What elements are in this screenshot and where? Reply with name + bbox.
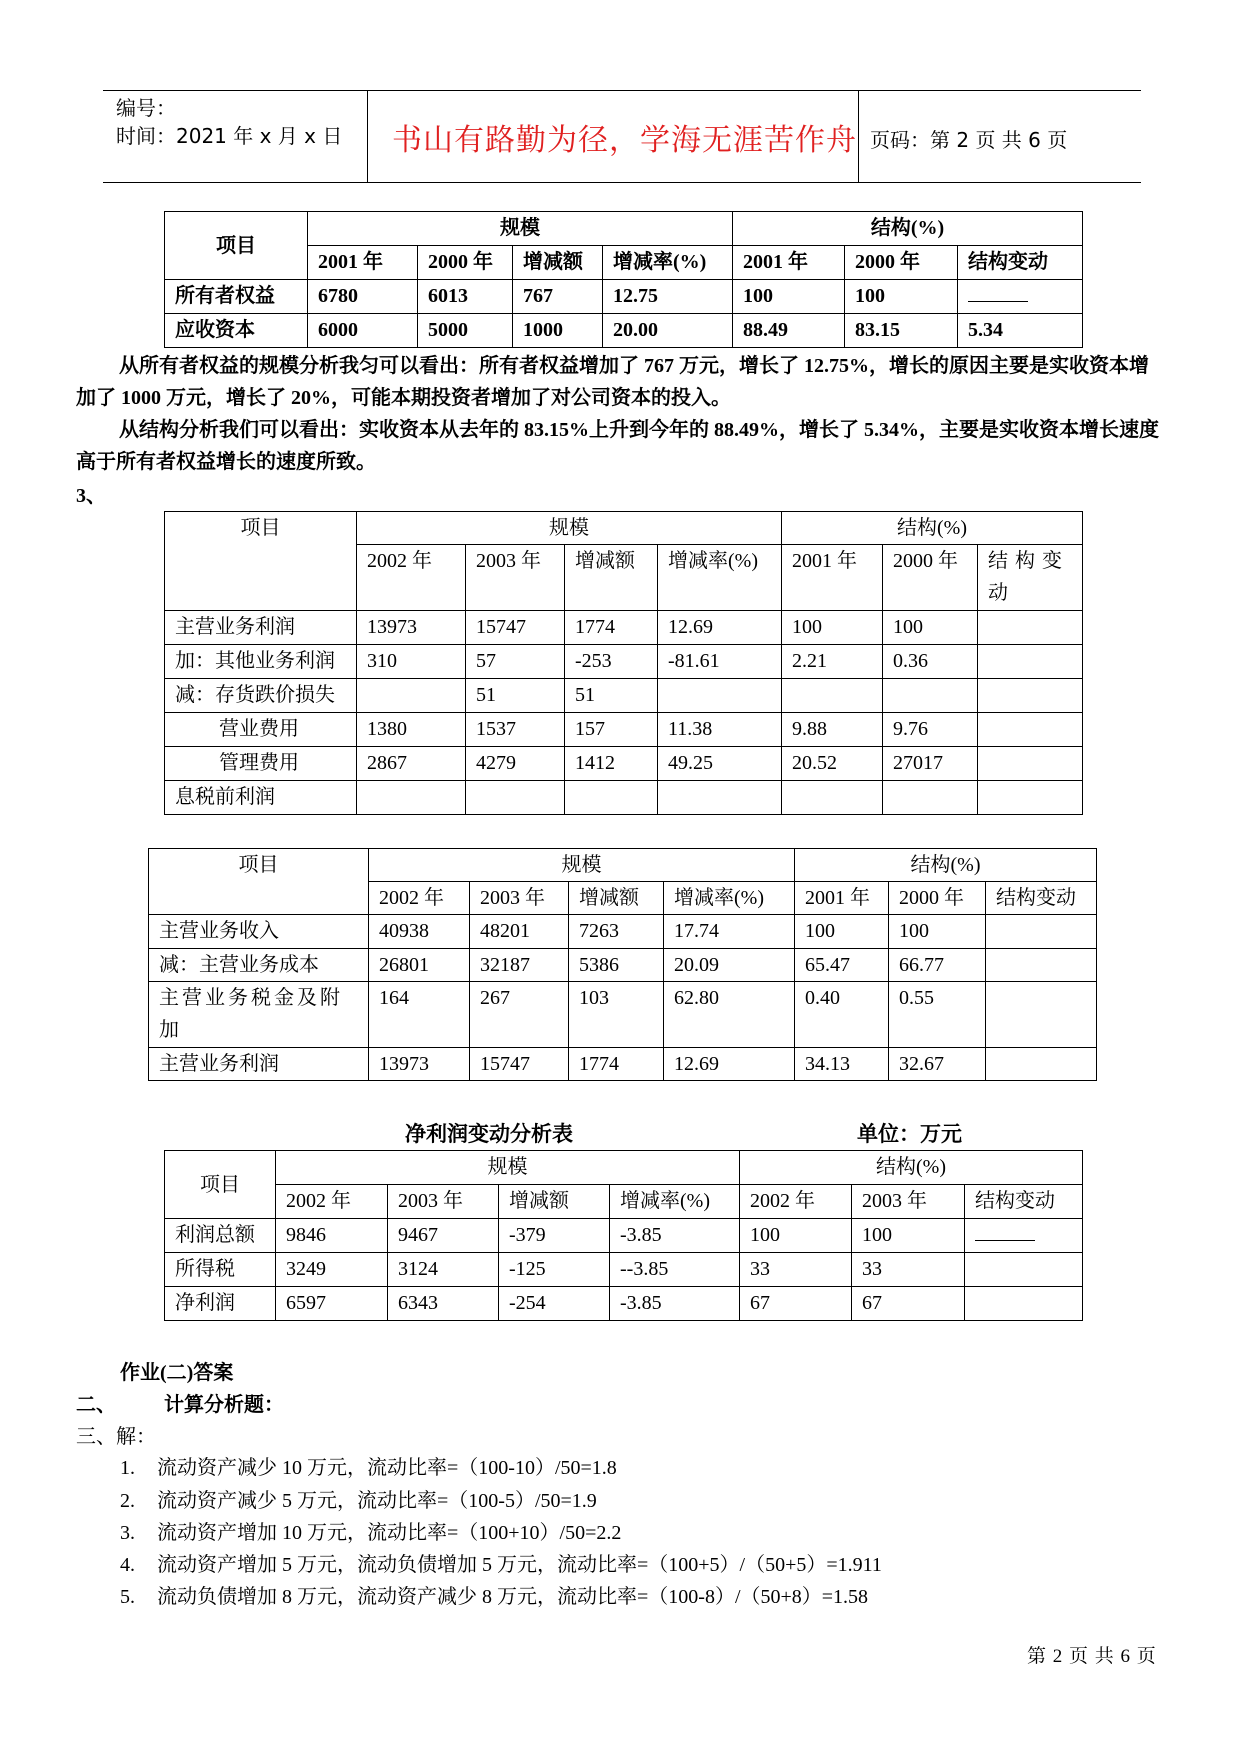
subheader: 结 构 变 动 [978, 545, 1083, 611]
cell [466, 781, 565, 815]
cell: 1412 [565, 747, 658, 781]
table-equity-analysis [164, 211, 1083, 348]
cell: 100 [852, 1219, 965, 1253]
subheader: 2000 年 [418, 246, 513, 280]
cell: 100 [795, 915, 889, 949]
table-row [165, 280, 1083, 314]
table-row [165, 645, 1083, 679]
table-row [165, 1287, 1083, 1321]
cell: 5000 [418, 314, 513, 348]
col-item-header: 项目 [165, 1151, 276, 1219]
cell: 48201 [470, 915, 569, 949]
cell: 100 [883, 611, 978, 645]
cell: 9846 [276, 1219, 388, 1253]
table-row [165, 781, 1083, 815]
cell: 51 [565, 679, 658, 713]
cell: 66.77 [889, 949, 986, 982]
subheader: 2003 年 [852, 1185, 965, 1219]
header-motto: 书山有路勤为径，学海无涯苦作舟 [392, 123, 857, 158]
cell: 310 [357, 645, 466, 679]
cell: 12.69 [658, 611, 782, 645]
cell: 6343 [388, 1287, 499, 1321]
cell: 20.00 [603, 314, 733, 348]
section-3-heading: 3、 [76, 485, 106, 507]
cell [357, 781, 466, 815]
cell: 13973 [357, 611, 466, 645]
cell: 6000 [308, 314, 418, 348]
table-net-profit [164, 1150, 1083, 1321]
cell: 2867 [357, 747, 466, 781]
table-main-business-profit [148, 848, 1097, 1081]
cell: 1774 [569, 1048, 664, 1081]
header-divider-right [858, 90, 859, 182]
cell: 6780 [308, 280, 418, 314]
cell: 32.67 [889, 1048, 986, 1081]
table-row [149, 1048, 1097, 1081]
cell [965, 1287, 1083, 1321]
cell: 15747 [470, 1048, 569, 1081]
subheader: 2003 年 [388, 1185, 499, 1219]
header-number-label: 编号： [116, 96, 176, 120]
row-label: 减：主营业务成本 [149, 949, 369, 982]
subheader: 2001 年 [782, 545, 883, 611]
subheader: 2002 年 [369, 882, 470, 915]
answer-item: 流动资产增加 10 万元，流动比率=（100+10）/50=2.2 [157, 1522, 622, 1544]
cell: 100 [782, 611, 883, 645]
header-top-rule [103, 90, 1141, 91]
cell: 13973 [369, 1048, 470, 1081]
cell [565, 781, 658, 815]
subheader: 结构变动 [958, 246, 1083, 280]
cell: 157 [565, 713, 658, 747]
cell [986, 1048, 1097, 1081]
row-label: 利润总额 [165, 1219, 276, 1253]
group-scale-header: 规模 [357, 512, 782, 545]
row-label: 主营业务税金及附加 [149, 982, 369, 1048]
subheader: 2001 年 [308, 246, 418, 280]
cell: --3.85 [610, 1253, 740, 1287]
page-footer: 第 2 页 共 6 页 [1027, 1646, 1157, 1667]
cell [978, 611, 1083, 645]
answer-item: 流动资产减少 5 万元，流动比率=（100-5）/50=1.9 [157, 1490, 597, 1512]
row-label: 营业费用 [165, 713, 357, 747]
cell: 62.80 [664, 982, 795, 1048]
cell [883, 679, 978, 713]
cell: 1537 [466, 713, 565, 747]
section-3-solution: 三、解： [76, 1426, 156, 1448]
row-label: 主营业务利润 [149, 1048, 369, 1081]
cell: 6597 [276, 1287, 388, 1321]
row-label: 减：存货跌价损失 [165, 679, 357, 713]
cell: 11.38 [658, 713, 782, 747]
section-2-title: 计算分析题： [164, 1394, 284, 1416]
answer-item: 流动资产减少 10 万元，流动比率=（100-10）/50=1.8 [157, 1457, 617, 1479]
cell: 100 [889, 915, 986, 949]
cell: 20.52 [782, 747, 883, 781]
table-row [165, 747, 1083, 781]
cell [658, 679, 782, 713]
cell: 7263 [569, 915, 664, 949]
cell: 1000 [513, 314, 603, 348]
cell: 33 [740, 1253, 852, 1287]
cell: 27017 [883, 747, 978, 781]
cell [978, 781, 1083, 815]
cell [978, 679, 1083, 713]
cell: 88.49 [733, 314, 845, 348]
cell: 51 [466, 679, 565, 713]
subheader: 2003 年 [470, 882, 569, 915]
blank-underline [958, 280, 1083, 314]
cell [357, 679, 466, 713]
cell: 2.21 [782, 645, 883, 679]
cell: 164 [369, 982, 470, 1048]
cell: 100 [740, 1219, 852, 1253]
cell: 0.55 [889, 982, 986, 1048]
cell: 12.75 [603, 280, 733, 314]
row-label: 主营业务收入 [149, 915, 369, 949]
subheader: 2000 年 [889, 882, 986, 915]
row-label: 应收资本 [165, 314, 308, 348]
cell: 0.36 [883, 645, 978, 679]
subheader: 2001 年 [733, 246, 845, 280]
answer-item: 流动负债增加 8 万元，流动资产减少 8 万元，流动比率=（100-8）/（50+8）=1.58 [157, 1586, 869, 1608]
cell: 83.15 [845, 314, 958, 348]
cell: 67 [852, 1287, 965, 1321]
cell: 3124 [388, 1253, 499, 1287]
subheader: 增减额 [569, 882, 664, 915]
subheader: 2001 年 [795, 882, 889, 915]
cell: 1380 [357, 713, 466, 747]
cell: 6013 [418, 280, 513, 314]
cell: 4279 [466, 747, 565, 781]
row-label: 息税前利润 [165, 781, 357, 815]
answer-number: 3. [120, 1522, 135, 1544]
cell: -81.61 [658, 645, 782, 679]
col-item-header: 项目 [165, 512, 357, 611]
cell: 26801 [369, 949, 470, 982]
cell: 767 [513, 280, 603, 314]
table-row [165, 611, 1083, 645]
table-row [165, 1253, 1083, 1287]
subheader: 2003 年 [466, 545, 565, 611]
subheader: 2000 年 [883, 545, 978, 611]
group-structure-header: 结构(%) [795, 849, 1097, 882]
subheader: 结构变动 [986, 882, 1097, 915]
cell: -379 [499, 1219, 610, 1253]
subheader: 2000 年 [845, 246, 958, 280]
subheader: 2002 年 [357, 545, 466, 611]
header-time-label: 时间：2021 年 x 月 x 日 [116, 124, 343, 148]
row-label: 所有者权益 [165, 280, 308, 314]
paragraph-scale-analysis: 从所有者权益的规模分析我匀可以看出：所有者权益增加了 767 万元，增长了 12.75%，增长的原因主要是实收资本增加了 1000 万元，增长了 20%，可能本期投资者增加了对公司资本的投入。 [76, 355, 1149, 409]
group-scale-header: 规模 [276, 1151, 740, 1185]
cell: 100 [845, 280, 958, 314]
cell: 15747 [466, 611, 565, 645]
cell [978, 713, 1083, 747]
table-row [149, 982, 1097, 1048]
cell: 9.88 [782, 713, 883, 747]
subheader: 2002 年 [740, 1185, 852, 1219]
header-page-label: 页码：第 2 页 共 6 页 [870, 128, 1068, 152]
row-label: 加：其他业务利润 [165, 645, 357, 679]
homework-title: 作业(二)答案 [120, 1362, 234, 1384]
group-structure-header: 结构(%) [782, 512, 1083, 545]
table-row [165, 314, 1083, 348]
cell [986, 949, 1097, 982]
table-row [149, 915, 1097, 949]
cell: 65.47 [795, 949, 889, 982]
cell: 103 [569, 982, 664, 1048]
row-label: 净利润 [165, 1287, 276, 1321]
cell: -254 [499, 1287, 610, 1321]
group-scale-header: 规模 [369, 849, 795, 882]
header-bottom-rule [103, 182, 1141, 183]
cell: 67 [740, 1287, 852, 1321]
cell: 100 [733, 280, 845, 314]
cell: 0.40 [795, 982, 889, 1048]
cell [986, 915, 1097, 949]
cell: 267 [470, 982, 569, 1048]
subheader: 增减率(%) [603, 246, 733, 280]
subheader: 增减额 [499, 1185, 610, 1219]
table-row [165, 713, 1083, 747]
cell: 9.76 [883, 713, 978, 747]
cell [986, 982, 1097, 1048]
blank-underline [965, 1219, 1083, 1253]
subheader: 增减率(%) [664, 882, 795, 915]
cell: 17.74 [664, 915, 795, 949]
cell: 34.13 [795, 1048, 889, 1081]
row-label: 所得税 [165, 1253, 276, 1287]
cell [978, 645, 1083, 679]
cell: 5.34 [958, 314, 1083, 348]
cell: -253 [565, 645, 658, 679]
table4-title: 净利润变动分析表 [405, 1122, 573, 1146]
table-profit-before-interest-tax [164, 511, 1083, 815]
answer-item: 流动资产增加 5 万元，流动负债增加 5 万元，流动比率=（100+5）/（50+5）=1.911 [157, 1554, 882, 1576]
cell [883, 781, 978, 815]
group-structure-header: 结构(%) [740, 1151, 1083, 1185]
subheader: 增减率(%) [610, 1185, 740, 1219]
cell [658, 781, 782, 815]
cell: 49.25 [658, 747, 782, 781]
cell: 12.69 [664, 1048, 795, 1081]
subheader: 增减率(%) [658, 545, 782, 611]
cell: 33 [852, 1253, 965, 1287]
cell [782, 679, 883, 713]
cell: 32187 [470, 949, 569, 982]
cell: 40938 [369, 915, 470, 949]
cell [782, 781, 883, 815]
subheader: 结构变动 [965, 1185, 1083, 1219]
subheader: 2002 年 [276, 1185, 388, 1219]
cell: 5386 [569, 949, 664, 982]
paragraph-structure-analysis: 从结构分析我们可以看出：实收资本从去年的 83.15%上升到今年的 88.49%，增长了 5.34%，主要是实收资本增长速度高于所有者权益增长的速度所致。 [76, 419, 1159, 473]
cell: 1774 [565, 611, 658, 645]
cell: -3.85 [610, 1287, 740, 1321]
header-divider-left [367, 90, 368, 182]
cell: 57 [466, 645, 565, 679]
subheader: 增减额 [565, 545, 658, 611]
group-scale-header: 规模 [308, 212, 733, 246]
answer-number: 2. [120, 1490, 135, 1512]
answer-number: 4. [120, 1554, 135, 1576]
col-item-header: 项目 [149, 849, 369, 915]
cell: -3.85 [610, 1219, 740, 1253]
subheader: 增减额 [513, 246, 603, 280]
cell: 20.09 [664, 949, 795, 982]
cell: 3249 [276, 1253, 388, 1287]
row-label: 主营业务利润 [165, 611, 357, 645]
answer-number: 1. [120, 1457, 135, 1479]
cell: -125 [499, 1253, 610, 1287]
answer-number: 5. [120, 1586, 135, 1608]
table-row [149, 949, 1097, 982]
cell: 9467 [388, 1219, 499, 1253]
cell [978, 747, 1083, 781]
col-item-header: 项目 [165, 212, 308, 280]
table-row [165, 1219, 1083, 1253]
section-2-number: 二、 [76, 1394, 116, 1416]
table4-unit: 单位：万元 [857, 1122, 962, 1146]
group-structure-header: 结构(%) [733, 212, 1083, 246]
table-row [165, 679, 1083, 713]
cell [965, 1253, 1083, 1287]
row-label: 管理费用 [165, 747, 357, 781]
